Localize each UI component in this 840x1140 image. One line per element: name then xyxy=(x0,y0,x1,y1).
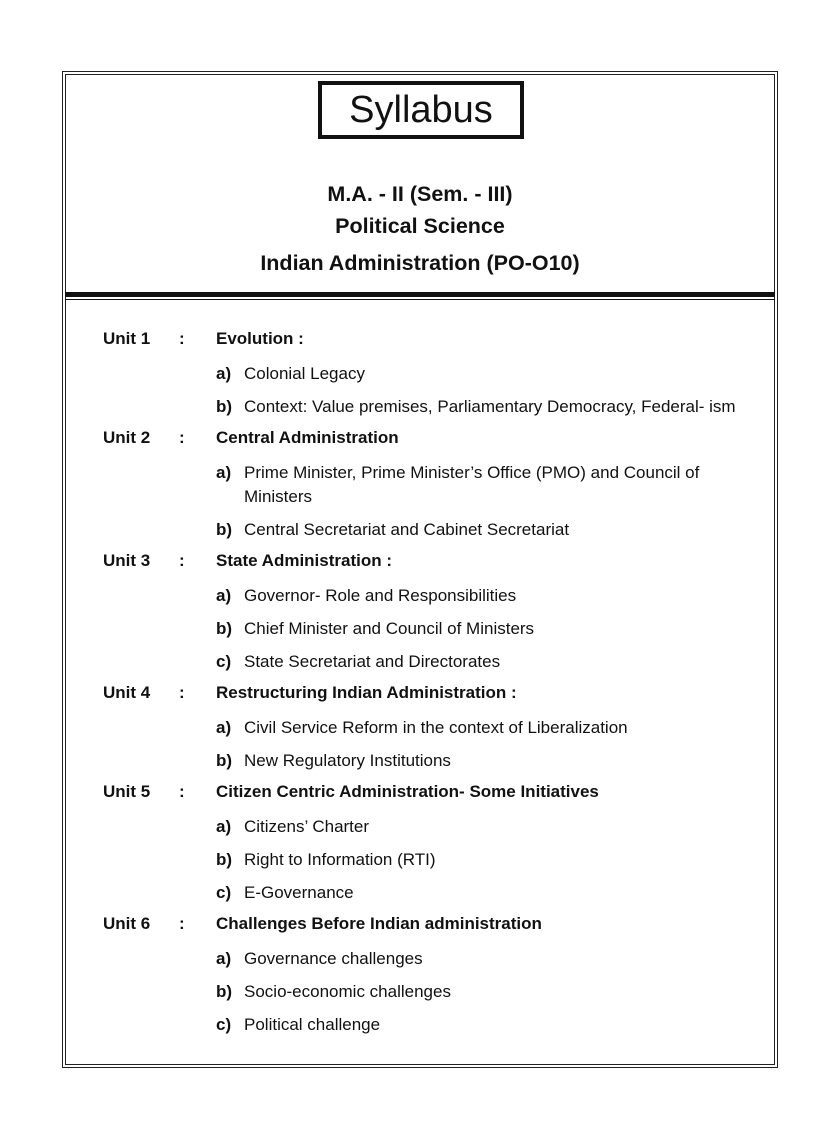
topic-marker: c) xyxy=(216,1015,232,1034)
unit-topic-item xyxy=(103,617,753,641)
unit-colon: : xyxy=(179,683,185,702)
topic-text: State Secretariat and Directorates xyxy=(244,652,501,671)
topic-marker: a) xyxy=(216,586,232,605)
unit-heading-row xyxy=(103,683,753,716)
topic-text: Right to Information (RTI) xyxy=(244,850,436,869)
unit-title: Citizen Centric Administration- Some Initiatives xyxy=(216,782,599,801)
unit-label: Unit 2 xyxy=(103,428,151,447)
unit-colon: : xyxy=(179,428,185,447)
unit-label: Unit 1 xyxy=(103,329,151,348)
topic-text: Chief Minister and Council of Ministers xyxy=(244,619,535,638)
unit-title: Restructuring Indian Administration : xyxy=(216,683,517,702)
unit-label: Unit 3 xyxy=(103,551,151,570)
unit-topic-item xyxy=(103,749,753,773)
topic-marker: a) xyxy=(216,364,232,383)
topic-text: E-Governance xyxy=(244,883,354,902)
topic-text: Citizens’ Charter xyxy=(244,817,370,836)
topic-text: Context: Value premises, Parliamentary Democracy, Federal- ism xyxy=(244,397,736,416)
unit-label: Unit 6 xyxy=(103,914,151,933)
unit-topic-item xyxy=(103,518,753,542)
unit-colon: : xyxy=(179,551,185,570)
topic-marker: b) xyxy=(216,619,233,638)
topic-text: New Regulatory Institutions xyxy=(244,751,451,770)
syllabus-title-box xyxy=(318,81,524,139)
unit-heading-row xyxy=(103,551,753,584)
unit-topic-item xyxy=(103,881,753,905)
unit-label: Unit 4 xyxy=(103,683,151,702)
topic-text: Colonial Legacy xyxy=(244,364,365,383)
topic-marker: b) xyxy=(216,982,233,1001)
topic-marker: c) xyxy=(216,652,232,671)
unit-heading-row xyxy=(103,329,753,362)
topic-text: Governor- Role and Responsibilities xyxy=(244,586,517,605)
course-paper-title: Indian Administration (PO-O10) xyxy=(260,251,580,275)
syllabus-title: Syllabus xyxy=(349,89,493,131)
unit-colon: : xyxy=(179,329,185,348)
unit-topic-item xyxy=(103,815,753,839)
unit-label: Unit 5 xyxy=(103,782,151,801)
unit-title: State Administration : xyxy=(216,551,392,570)
topic-marker: a) xyxy=(216,817,232,836)
divider-thin xyxy=(65,299,775,300)
topic-text: Civil Service Reform in the context of Liberalization xyxy=(244,718,628,737)
topic-marker: a) xyxy=(216,463,232,482)
unit-topic-item xyxy=(103,980,753,1004)
course-subject: Political Science xyxy=(335,214,505,238)
topic-marker: b) xyxy=(216,520,233,539)
unit-topic-item xyxy=(103,848,753,872)
topic-marker: a) xyxy=(216,949,232,968)
topic-text: Prime Minister, Prime Minister’s Office (PMO) and Council of Ministers xyxy=(244,463,700,506)
unit-topic-item xyxy=(103,584,753,608)
unit-title: Challenges Before Indian administration xyxy=(216,914,542,933)
topic-text: Governance challenges xyxy=(244,949,423,968)
topic-marker: c) xyxy=(216,883,232,902)
unit-colon: : xyxy=(179,782,185,801)
topic-marker: b) xyxy=(216,397,233,416)
unit-heading-row xyxy=(103,428,753,461)
unit-topic-item xyxy=(103,650,753,674)
topic-text: Central Secretariat and Cabinet Secretariat xyxy=(244,520,570,539)
unit-topic-item xyxy=(103,947,753,971)
unit-heading-row xyxy=(103,782,753,815)
divider-thick xyxy=(65,292,775,297)
topic-text: Socio-economic challenges xyxy=(244,982,451,1001)
unit-colon: : xyxy=(179,914,185,933)
unit-topic-item xyxy=(103,716,753,740)
unit-topic-item xyxy=(103,395,753,419)
topic-marker: b) xyxy=(216,850,233,869)
topic-marker: a) xyxy=(216,718,232,737)
unit-topic-item xyxy=(103,362,753,386)
units-list xyxy=(103,329,753,1046)
topic-text: Political challenge xyxy=(244,1015,381,1034)
unit-topic-item xyxy=(103,461,753,509)
unit-topic-item xyxy=(103,1013,753,1037)
unit-title: Central Administration xyxy=(216,428,399,447)
topic-marker: b) xyxy=(216,751,233,770)
course-level: M.A. - II (Sem. - III) xyxy=(327,182,513,206)
unit-title: Evolution : xyxy=(216,329,304,348)
unit-heading-row xyxy=(103,914,753,947)
